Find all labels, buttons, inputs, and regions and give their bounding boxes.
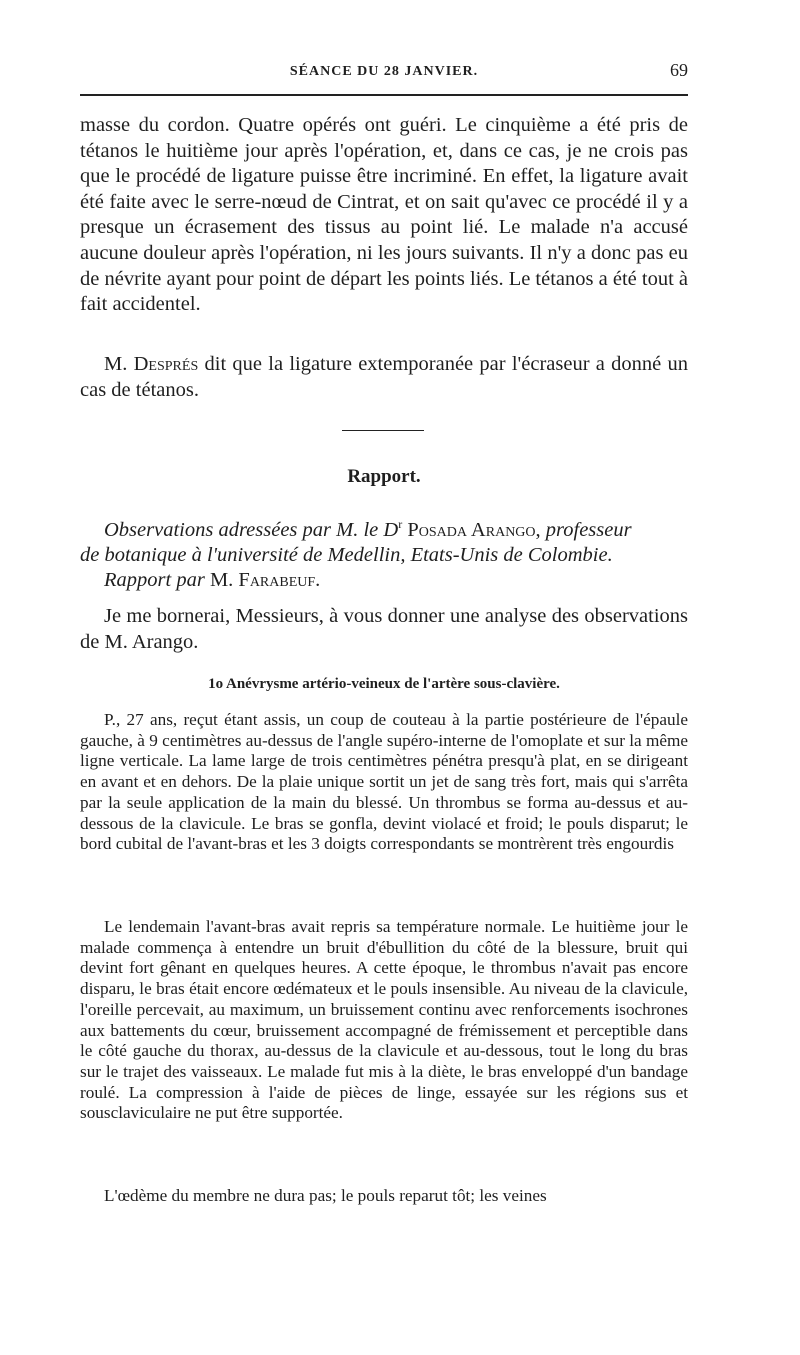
report-heading-line-1 (80, 512, 688, 543)
obs-line3-m: M. (209, 568, 234, 591)
paragraph-case-3: L'œdème du membre ne dura pas; le pouls reparut tôt; les veines (104, 1186, 547, 1205)
paragraph-case-1: P., 27 ans, reçut étant assis, un coup de couteau à la partie postérieure de l'épaule gauche, à 9 centimètres au-dessus de l'angle supéro-interne de l'omoplate et sur la même ligne verticale. La lame large de trois centimètres pénétra presqu'à plat, en se dirigeant en avant et en dehors. De la plaie unique sortit un jet de sang très fort, mais qui s'arrêta par la seule application de la main du blessé. Un thrombus se forma au-dessus et au-dessous de la clavicule. Le bras se gonfla, devint violacé et froid; le pouls disparut; le bord cubital de l'avant-bras et les 3 doigts correspondants se montrèrent très engourdis (80, 710, 688, 854)
paragraph-case-2: Le lendemain l'avant-bras avait repris sa température normale. Le huitième jour le malade commença à entendre un bruit d'ébullition du côté de la blessure, bruit qui devint fort gênant en quelques heures. A cette époque, le thrombus n'avait pas encore disparu, le bras était encore œdémateux et le pouls insensible. Au niveau de la clavicule, l'oreille percevait, au maximum, un bruissement continu avec renforcements isochrones aux battements du cœur, bruissement accompagné de frémissement et perceptible dans le côté gauche du thorax, au-dessus de la clavicule et au-dessous, tout le long du bras sur le trajet des vaisseaux. Le malade fut mis à la diète, le bras enveloppé d'un bandage roulé. La compression à l'aide de pièces de linge, essayée sur les régions sus et sousclaviculaire ne put être supportée. (80, 917, 688, 1123)
paragraph-despres-text: dit que la ligature extemporanée par l'écraseur a donné un cas de tétanos. (80, 353, 688, 401)
paragraph-intro: Je me bornerai, Messieurs, à vous donner une analyse des observations de M. Arango. (80, 605, 688, 653)
section-separator (342, 430, 424, 431)
obs-line1-text-2: professeur (545, 518, 632, 541)
rapporteur-name: Farabeuf. (238, 568, 321, 591)
header-rule (80, 94, 688, 96)
speaker-title: M. (104, 353, 128, 375)
section-title: Rapport. (347, 466, 421, 487)
page-number: 69 (670, 60, 688, 80)
running-head (80, 58, 688, 88)
speaker-name: Després (133, 353, 199, 375)
obs-line3-text: Rapport par (104, 568, 205, 591)
paragraph-continuation: masse du cordon. Quatre opérés ont guéri. Le cinquième a été pris de tétanos le huitième jour après l'opération, et, dans ce cas, je ne crois pas que le procédé de ligature puisse être incriminé. En effet, la ligature avait été faite avec le serre-nœud de Cintrat, et on sait qu'avec ce procédé il y a presque un écrasement des tissus au point lié. Le malade n'a accusé aucune douleur après l'opération, ni les jours suivants. Il n'y a donc pas eu de névrite ayant pour point de départ les points liés. Le tétanos a été tout à fait accidentel. (80, 114, 688, 316)
obs-sup: r (398, 517, 403, 531)
running-title: SÉANCE DU 28 JANVIER. (289, 64, 479, 79)
report-heading-line-2: de botanique à l'université de Medellin, Etats-Unis de Colombie. (80, 543, 613, 566)
report-heading (80, 512, 688, 593)
subsection-title: 1o Anévrysme artério-veineux de l'artère sous-clavière. (208, 676, 560, 692)
report-heading-line-3 (80, 568, 688, 593)
obs-line1-text: Observations adressées par M. le D (104, 518, 399, 541)
paragraph-despres (80, 352, 688, 403)
obs-author: Posada Arango, (407, 518, 541, 541)
